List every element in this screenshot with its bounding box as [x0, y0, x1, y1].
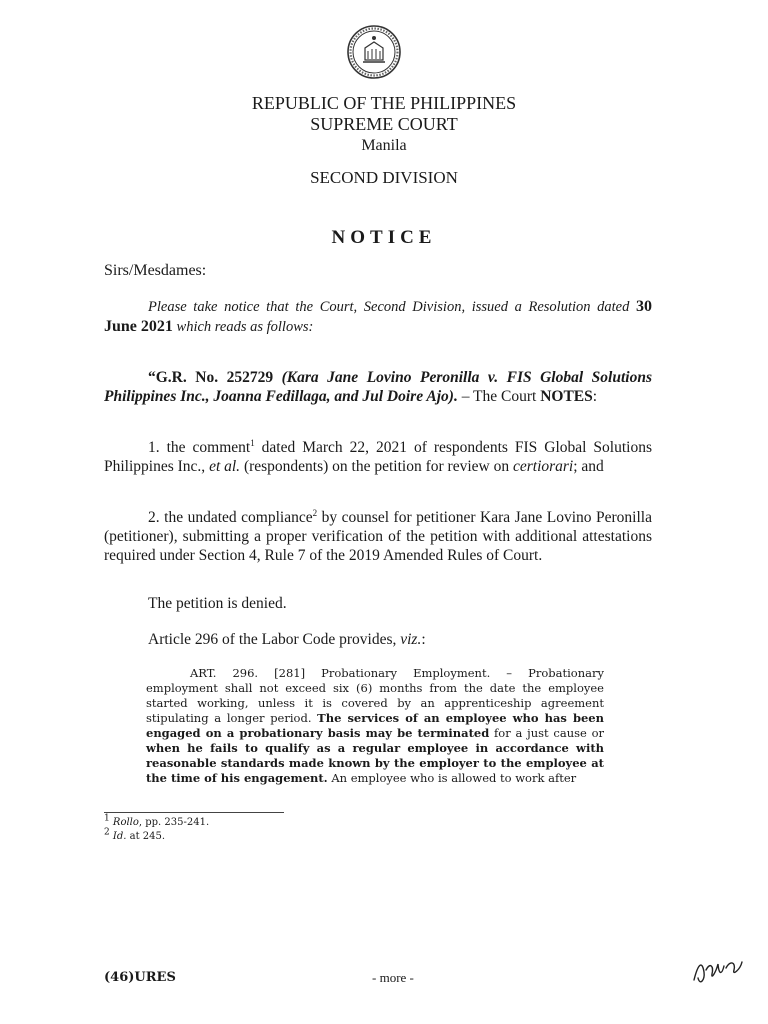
item1-text-a: 1. the comment: [148, 439, 251, 456]
quote-bold-d: when he fails to qualify as a regular employee in accordance with reasonable standards made known by the employer to the employee at the time of his engagement.: [146, 741, 604, 785]
quote-bold-b: The services of an employee who has been engaged on a probationary basis may be terminated: [146, 711, 604, 740]
item2-text-b: by counsel for petitioner Kara Jane Lovino Peronilla (petitioner), submitting a proper verification of the petition with additional attestations required under Section 4, Rule 7 of the 2019 Amended Rules of Court.: [104, 509, 652, 564]
article-intro: [148, 631, 426, 649]
footer-more: - more -: [372, 970, 414, 985]
article-text: Article 296 of the Labor Code provides,: [148, 631, 401, 648]
header-republic: REPUBLIC OF THE PHILIPPINES: [251, 93, 517, 113]
footnote-2-text: at 245.: [126, 831, 166, 842]
case-title: (Kara Jane Lovino Peronilla v. FIS Global Solutions Philippines Inc., Joanna Fedillaga, and Jul Doire Ajo).: [104, 369, 652, 405]
quote-text-e: An employee who is allowed to work after: [327, 771, 577, 785]
intro-text-1: Please take notice that the Court, Second Division, issued a Resolution dated: [148, 299, 630, 315]
item2-text-a: 2. the undated compliance: [148, 509, 313, 526]
intro-text-2: which reads as follows:: [176, 319, 314, 335]
item1-text-c: (respondents) on the petition for review on: [240, 458, 513, 475]
footer-code: (46)URES: [104, 970, 176, 985]
petition-denied: The petition is denied.: [148, 595, 287, 612]
notes-item-2: [104, 508, 652, 565]
item1-text-d: ; and: [573, 458, 604, 475]
header-city: Manila: [361, 137, 407, 154]
footnote-1-text: , pp. 235-241.: [138, 817, 210, 828]
footnote-1-italic: Rollo: [112, 817, 139, 828]
footnote-divider: [104, 812, 284, 813]
notice-title: NOTICE: [331, 227, 437, 248]
footnote-ref-2: 2: [312, 507, 318, 518]
item1-etal: et al.: [209, 458, 241, 475]
footnote-1-number: 1: [104, 813, 110, 824]
item1-text-b: dated March 22, 2021 of respondents FIS Global Solutions Philippines Inc.,: [104, 439, 652, 475]
notes-item-1: [104, 438, 652, 476]
footnote-2: [104, 827, 166, 843]
case-lead: – The Court: [457, 388, 541, 405]
article-viz: viz.: [400, 631, 422, 648]
resolution-date: 30 June 2021: [104, 298, 652, 335]
case-colon: :: [592, 388, 598, 405]
header-division: SECOND DIVISION: [310, 168, 458, 187]
quote-text-c: for a just cause or: [489, 726, 605, 740]
footnote-2-italic: Id.: [112, 831, 127, 842]
court-seal-logo: [346, 24, 402, 80]
case-number: “G.R. No. 252729: [148, 369, 274, 386]
article-colon: :: [421, 631, 426, 648]
header-court: SUPREME COURT: [310, 114, 458, 134]
quote-text-a: ART. 296. [281] Probationary Employment. – Probationary employment shall not exceed six (6) months from the date the employee started working, unless it is covered by an apprenticeship agreement stipulating a longer period.: [146, 666, 604, 725]
intro-paragraph: [104, 297, 652, 337]
salutation: Sirs/Mesdames:: [104, 262, 207, 279]
footnote-ref-1: 1: [250, 437, 255, 448]
handwritten-initials-signature: [690, 950, 746, 990]
case-paragraph: [104, 368, 652, 406]
labor-code-quote: [146, 666, 604, 786]
footnote-1: [104, 813, 210, 829]
footnote-2-number: 2: [104, 827, 110, 838]
item1-certiorari: certiorari: [512, 458, 574, 475]
case-notes: NOTES: [540, 388, 593, 405]
